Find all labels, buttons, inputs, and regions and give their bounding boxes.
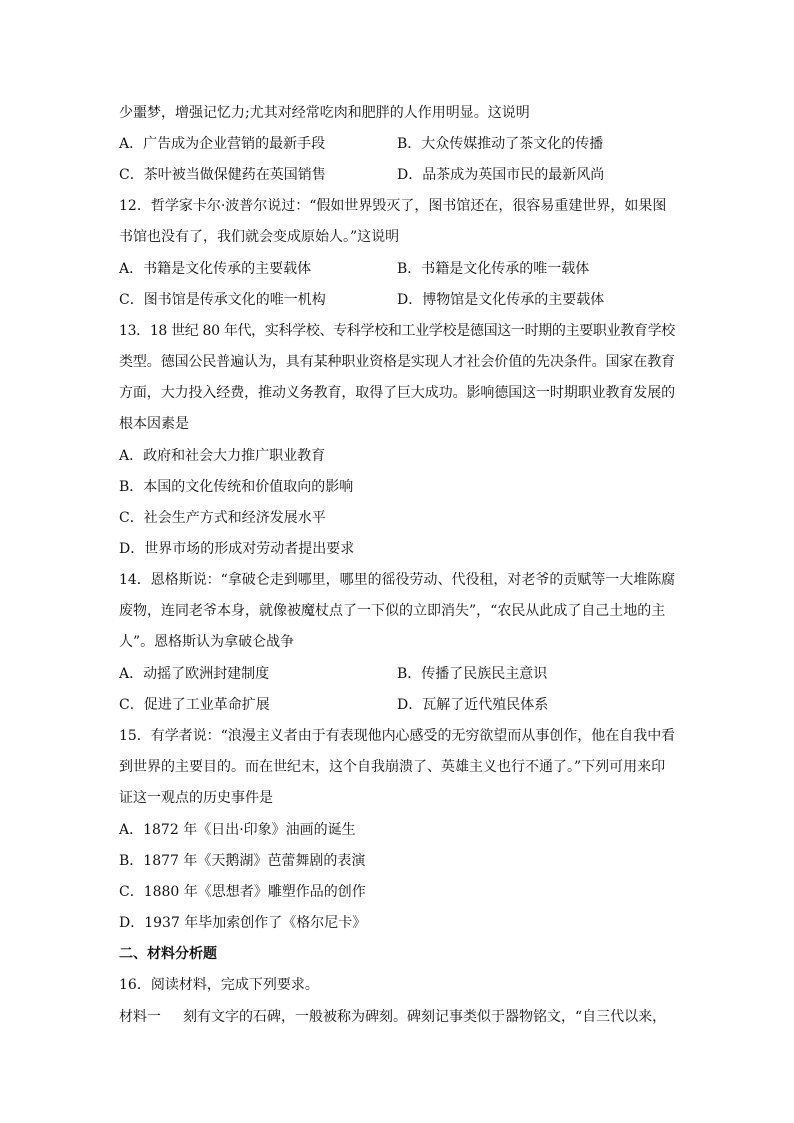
q11-stem-tail: 少噩梦，增强记忆力;尤其对经常吃肉和肥胖的人作用明显。这说明: [119, 105, 530, 121]
q15-stem-line1: 15．有学者说：“浪漫主义者由于有表现他内心感受的无穷欲望而从事创作，他在自我中看: [119, 728, 676, 744]
q13-option-d: D．世界市场的形成对劳动者提出要求: [119, 541, 355, 557]
q15-stem-line2: 到世界的主要目的。而在世纪末，这个自我崩溃了、英雄主义也行不通了。”下列可用来印: [119, 759, 666, 775]
q14-stem-line2: 废物，连同老爷本身，就像被魔杖点了一下似的立即消失”，“农民从此成了自己土地的主: [119, 603, 666, 619]
q15-stem-line3: 证这一观点的历史事件是: [119, 790, 273, 806]
material-text: 刻有文字的石碑，一般被称为碑刻。碑刻记事类似于器物铭文，“自三代以来，: [183, 1009, 667, 1025]
q15-option-c: C．1880 年《思想者》雕塑作品的创作: [119, 884, 366, 900]
q14-stem-line1: 14．恩格斯说：“拿破仑走到哪里，哪里的徭役劳动、代役租，对老爷的贡赋等一大堆陈腐: [119, 572, 676, 588]
q14-option-c: C．促进了工业革命扩展: [119, 697, 270, 713]
q12-stem-line2: 书馆也没有了，我们就会变成原始人。”这说明: [119, 229, 400, 245]
q15-option-b: B．1877 年《天鹅湖》芭蕾舞剧的表演: [119, 853, 366, 869]
q13-option-c: C．社会生产方式和经济发展水平: [119, 510, 326, 526]
q13-stem-line3: 方面，大力投入经费，推动义务教育，取得了巨大成功。影响德国这一时期职业教育发展的: [119, 385, 675, 401]
q11-option-b: B．大众传媒推动了茶文化的传播: [397, 136, 604, 152]
q15-option-d: D．1937 年毕加索创作了《格尔尼卡》: [119, 915, 367, 931]
section-heading: 二、材料分析题: [119, 946, 217, 962]
q14-option-a: A．动摇了欧洲封建制度: [119, 666, 270, 682]
q15-option-a: A．1872 年《日出·印象》油画的诞生: [119, 822, 356, 838]
q11-option-a: A．广告成为企业营销的最新手段: [119, 136, 326, 152]
q16-stem: 16．阅读材料，完成下列要求。: [119, 977, 319, 993]
q13-option-a: A．政府和社会大力推广职业教育: [119, 448, 326, 464]
q12-option-d: D．博物馆是文化传承的主要载体: [397, 292, 605, 308]
q12-option-c: C．图书馆是传承文化的唯一机构: [119, 292, 326, 308]
q12-option-b: B．书籍是文化传承的唯一载体: [397, 261, 590, 277]
q13-stem-line2: 类型。德国公民普遍认为，具有某种职业资格是实现人才社会价值的先决条件。国家在教育: [119, 354, 675, 370]
q16-material-line: [119, 1007, 666, 1027]
q13-stem-line1: 13．18 世纪 80 年代，实科学校、专科学校和工业学校是德国这一时期的主要职业教育学校: [119, 323, 675, 339]
material-label: 材料一: [119, 1009, 161, 1025]
q14-option-d: D．瓦解了近代殖民体系: [397, 697, 549, 713]
q13-stem-line4: 根本因素是: [119, 416, 189, 432]
q11-option-d: D．品茶成为英国市民的最新风尚: [397, 167, 605, 183]
q12-stem-line1: 12．哲学家卡尔·波普尔说过：“假如世界毁灭了，图书馆还在，很容易重建世界，如果图: [119, 198, 667, 214]
q14-option-b: B．传播了民族民主意识: [397, 666, 548, 682]
q11-option-c: C．茶叶被当做保健药在英国销售: [119, 167, 326, 183]
q12-option-a: A．书籍是文化传承的主要载体: [119, 261, 312, 277]
q14-stem-line3: 人”。恩格斯认为拿破仑战争: [119, 634, 295, 650]
q13-option-b: B．本国的文化传统和价值取向的影响: [119, 479, 354, 495]
